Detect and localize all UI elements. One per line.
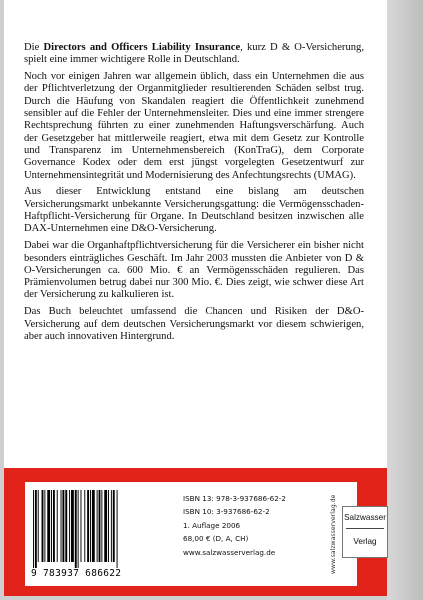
blurb-paragraph-1 xyxy=(24,42,364,67)
isbn10-text: ISBN 10: 3-937686-62-2 xyxy=(183,507,270,517)
isbn-info xyxy=(183,492,323,559)
barcode-number: 9 783937 686622 xyxy=(31,568,122,579)
website-text: www.salzwasserverlag.de xyxy=(183,547,276,557)
blurb-paragraph-2: Noch vor einigen Jahren war allgemein üblich, dass ein Unternehmen die aus der Pflichtverletzung der Organmitglieder resultierenden Schäden selbst trug. Durch die Häufung von Skandalen reagiert die Öffentlichkeit zunehmend sensibler auf die Fehler der Unternehmensleiter. Dies und eine immer strengere Rechtsprechung führten zu einer zunehmenden Haftungsverschärfung. Auch der Gesetzgeber hat mittlerweile reagiert, etwa mit dem Gesetz zur Kontrolle und Transparenz im Unternehmensbereich (KonTraG), dem Corporate Governance Kodex oder dem erst jüngst vorgelegten Gesetzentwurf zur Unternehmensintegrität und Modernisierung des Anfechtungsrechts (UMAG). xyxy=(24,71,364,181)
publisher-logo xyxy=(342,506,388,558)
isbn13-text: ISBN 13: 978-3-937686-62-2 xyxy=(183,494,286,503)
isbn-box xyxy=(25,482,386,586)
p1-before: Die xyxy=(24,42,44,53)
p1-bold-title: Directors and Officers Liability Insurance xyxy=(43,42,241,53)
blurb-paragraph-3: Aus dieser Entwicklung entstand eine bislang am deutschen Versicherungsmarkt unbekannte Versicherungsgattung: die Vermögensschaden-Haftpflicht-Versicherung für Organe. In Deutschland besitzen inzwischen alle DAX-Unternehmen eine D&O-Versicherung. xyxy=(24,186,364,235)
spine-edge xyxy=(387,0,423,600)
publisher-name: Salzwasser xyxy=(344,513,386,522)
blurb-paragraph-5: Das Buch beleuchtet umfassend die Chancen und Risiken der D&O-Versicherung auf dem deutschen Versicherungsmarkt vor diesem schwierigen, aber auch innovativen Hintergrund. xyxy=(24,306,364,342)
publisher-verlag: Verlag xyxy=(353,537,377,546)
price-text: 68,00 € (D, A, CH) xyxy=(183,534,249,544)
vertical-url: www.salzwasserverlag.de xyxy=(330,494,337,574)
barcode-image xyxy=(31,490,151,568)
blurb-paragraph-4: Dabei war die Organhaftpflichtversicherung für die Versicherer ein bisher nicht besonders einträgliches Geschäft. Im Jahr 2003 mussten die Anbieter von D & O-Versicherungen ca. 600 Mio. € an Vermögensschäden regulieren. Das Prämienvolumen betrug dabei nur 300 Mio. €. Dies zeigt, wie schwer diese Art der Versicherung zu kalkulieren ist. xyxy=(24,240,364,301)
edition-text: 1. Auflage 2006 xyxy=(183,520,241,530)
publisher-divider xyxy=(346,528,384,529)
p1-after: , kurz D & O-Versicherung, spielt eine immer wichtigere Rolle in Deutschland. xyxy=(24,42,364,66)
blurb-text xyxy=(24,42,364,348)
